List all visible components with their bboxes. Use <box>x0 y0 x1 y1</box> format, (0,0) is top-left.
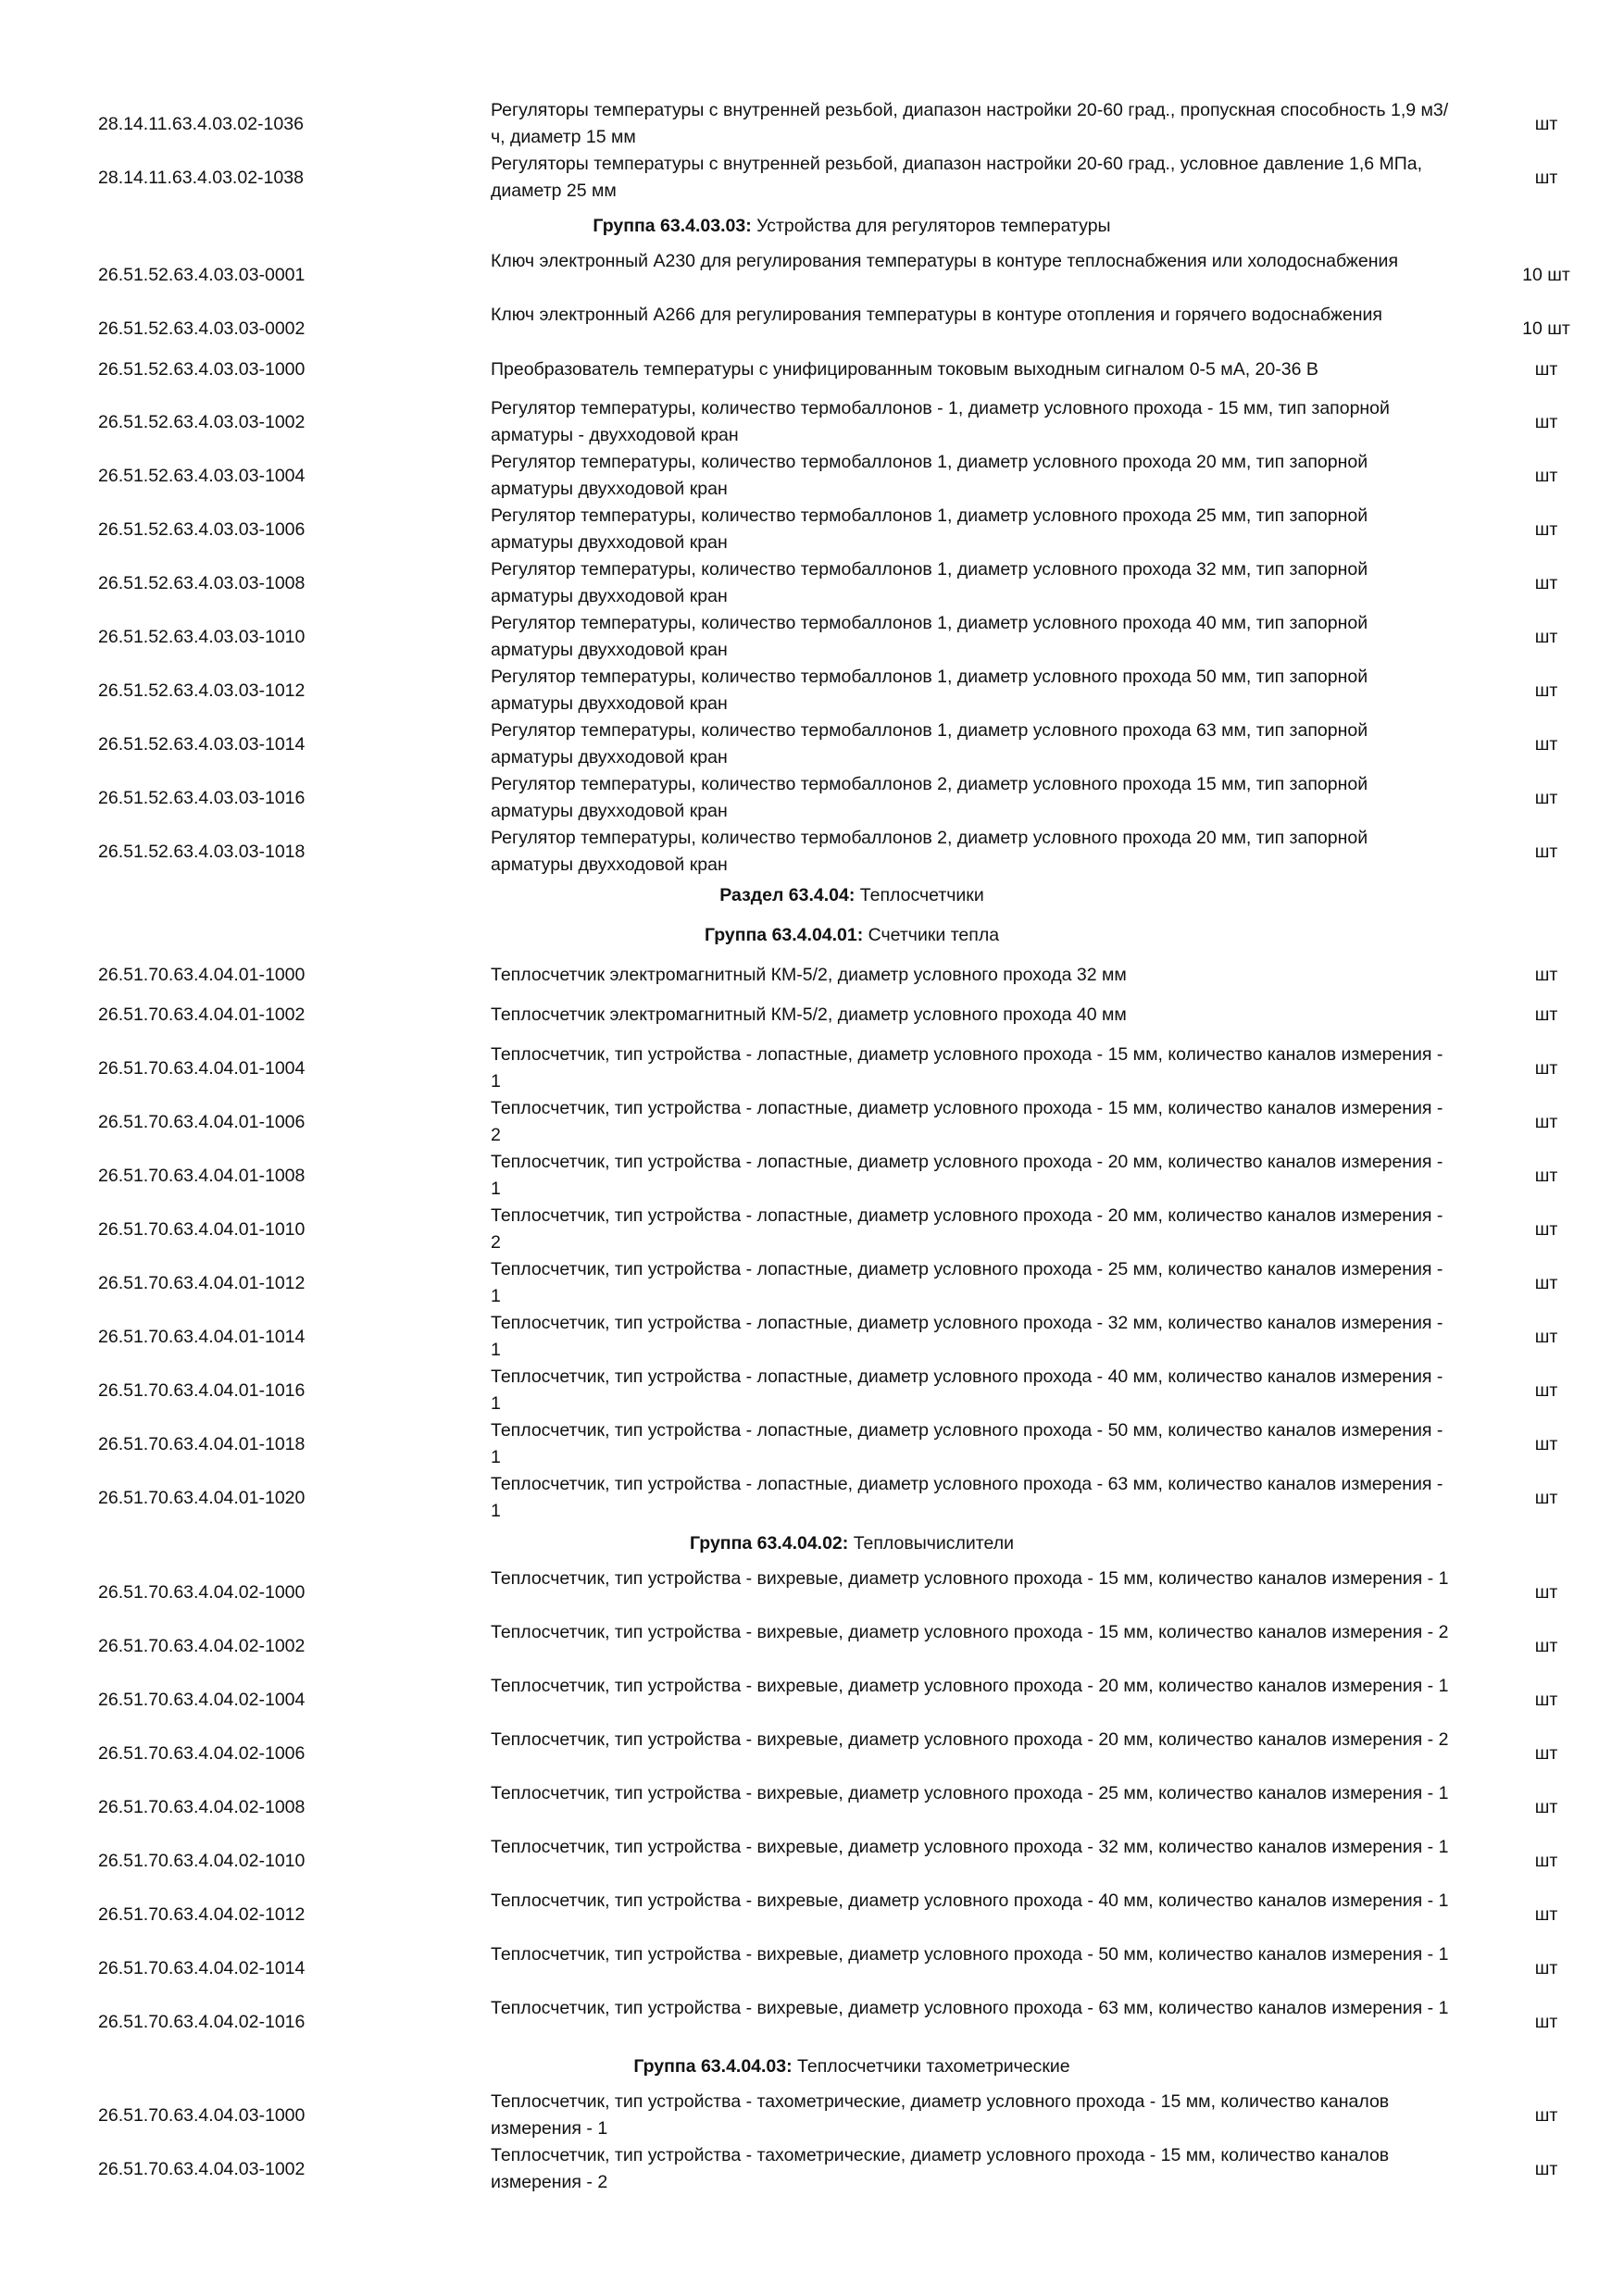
item-unit: шт <box>1534 1850 1558 1871</box>
item-unit: шт <box>1534 1581 1558 1603</box>
table-row <box>0 449 1624 503</box>
item-unit: 10 шт <box>1522 264 1570 285</box>
item-description: Теплосчетчик, тип устройства - тахометрические, диаметр условного прохода - 15 мм, количество каналов измерения - 2 <box>491 2145 1390 2192</box>
item-code: 26.51.52.63.4.03.03-1016 <box>98 787 306 808</box>
table-row <box>0 962 1624 989</box>
item-code: 26.51.52.63.4.03.03-1000 <box>98 359 306 380</box>
item-code: 26.51.70.63.4.04.01-1004 <box>98 1057 306 1079</box>
section-header-prefix: Группа 63.4.03.03: <box>593 216 752 236</box>
table-row <box>0 2142 1624 2196</box>
table-row <box>0 1002 1624 1029</box>
item-unit: шт <box>1534 113 1558 134</box>
section-header-text <box>491 922 1213 949</box>
item-unit: шт <box>1534 1635 1558 1656</box>
table-row <box>0 356 1624 383</box>
item-unit: 10 шт <box>1522 318 1570 339</box>
item-description: Регуляторы температуры с внутренней резьбой, диапазон настройки 20-60 град., условное давление 1,6 МПа, диаметр 25 мм <box>491 154 1423 201</box>
item-unit: шт <box>1534 2104 1558 2126</box>
item-code: 26.51.52.63.4.03.03-1008 <box>98 572 306 593</box>
item-description: Регулятор температуры, количество термобаллонов 1, диаметр условного прохода 50 мм, тип запорной арматуры двухходовой кран <box>491 667 1368 714</box>
item-unit: шт <box>1534 1433 1558 1454</box>
item-description: Теплосчетчик, тип устройства - вихревые, диаметр условного прохода - 40 мм, количество каналов измерения - 1 <box>491 1890 1449 1911</box>
item-description: Теплосчетчик, тип устройства - лопастные, диаметр условного прохода - 20 мм, количество каналов измерения - 1 <box>491 1152 1443 1199</box>
item-unit: шт <box>1534 1487 1558 1508</box>
item-description: Теплосчетчик электромагнитный КМ-5/2, диаметр условного прохода 32 мм <box>491 965 1127 985</box>
item-description: Теплосчетчик, тип устройства - лопастные, диаметр условного прохода - 15 мм, количество каналов измерения - 1 <box>491 1044 1443 1092</box>
item-unit: шт <box>1534 1903 1558 1925</box>
table-row <box>0 1149 1624 1203</box>
section-header-prefix: Группа 63.4.04.02: <box>689 1533 849 1554</box>
item-unit: шт <box>1534 1957 1558 1978</box>
item-unit: шт <box>1534 1742 1558 1764</box>
section-header-text <box>491 213 1213 240</box>
section-header-prefix: Раздел 63.4.04: <box>719 885 856 905</box>
item-code: 26.51.70.63.4.04.02-1010 <box>98 1850 306 1871</box>
item-unit: шт <box>1534 680 1558 701</box>
table-row <box>0 1673 1624 1727</box>
item-description: Теплосчетчик, тип устройства - лопастные, диаметр условного прохода - 15 мм, количество каналов измерения - 2 <box>491 1098 1443 1145</box>
item-description: Теплосчетчик, тип устройства - вихревые, диаметр условного прохода - 15 мм, количество каналов измерения - 1 <box>491 1568 1449 1589</box>
item-code: 26.51.70.63.4.04.03-1000 <box>98 2104 306 2126</box>
item-code: 26.51.70.63.4.04.03-1002 <box>98 2158 306 2179</box>
item-description: Теплосчетчик, тип устройства - вихревые, диаметр условного прохода - 50 мм, количество каналов измерения - 1 <box>491 1944 1449 1965</box>
table-row <box>0 248 1624 302</box>
item-unit: шт <box>1534 572 1558 593</box>
section-header-text <box>491 2053 1213 2080</box>
table-row <box>0 1727 1624 1780</box>
item-code: 26.51.52.63.4.03.03-1014 <box>98 733 306 755</box>
item-code: 26.51.70.63.4.04.02-1004 <box>98 1689 306 1710</box>
item-code: 26.51.70.63.4.04.02-1000 <box>98 1581 306 1603</box>
table-row <box>0 718 1624 771</box>
item-code: 26.51.70.63.4.04.02-1002 <box>98 1635 306 1656</box>
item-description: Теплосчетчик, тип устройства - лопастные, диаметр условного прохода - 25 мм, количество каналов измерения - 1 <box>491 1259 1443 1306</box>
item-unit: шт <box>1534 1218 1558 1240</box>
item-description: Теплосчетчик, тип устройства - вихревые, диаметр условного прохода - 20 мм, количество каналов измерения - 2 <box>491 1729 1449 1750</box>
item-unit: шт <box>1534 1689 1558 1710</box>
item-description: Теплосчетчик, тип устройства - вихревые, диаметр условного прохода - 15 мм, количество каналов измерения - 2 <box>491 1622 1449 1642</box>
item-description: Регуляторы температуры с внутренней резьбой, диапазон настройки 20-60 град., пропускная способность 1,9 м3/ч, диаметр 15 мм <box>491 100 1449 147</box>
item-code: 26.51.52.63.4.03.03-1018 <box>98 841 306 862</box>
item-code: 28.14.11.63.4.03.02-1036 <box>98 113 304 134</box>
table-row <box>0 302 1624 356</box>
item-unit: шт <box>1534 465 1558 486</box>
item-code: 26.51.70.63.4.04.01-1010 <box>98 1218 306 1240</box>
item-description: Теплосчетчик, тип устройства - лопастные, диаметр условного прохода - 32 мм, количество каналов измерения - 1 <box>491 1313 1443 1360</box>
item-unit: шт <box>1534 2158 1558 2179</box>
section-header <box>0 882 1624 909</box>
item-code: 26.51.70.63.4.04.02-1006 <box>98 1742 306 1764</box>
item-description: Регулятор температуры, количество термобаллонов 2, диаметр условного прохода 20 мм, тип запорной арматуры двухходовой кран <box>491 828 1368 875</box>
section-header <box>0 922 1624 949</box>
item-description: Регулятор температуры, количество термобаллонов 1, диаметр условного прохода 25 мм, тип запорной арматуры двухходовой кран <box>491 505 1368 553</box>
item-description: Теплосчетчик, тип устройства - вихревые, диаметр условного прохода - 20 мм, количество каналов измерения - 1 <box>491 1676 1449 1696</box>
item-code: 26.51.70.63.4.04.02-1012 <box>98 1903 306 1925</box>
item-description: Преобразователь температуры с унифицированным токовым выходным сигналом 0-5 мА, 20-36 В <box>491 359 1318 380</box>
table-row <box>0 1256 1624 1310</box>
item-unit: шт <box>1534 626 1558 647</box>
table-row <box>0 1203 1624 1256</box>
table-row <box>0 97 1624 151</box>
item-unit: шт <box>1534 518 1558 540</box>
table-row <box>0 664 1624 718</box>
item-description: Регулятор температуры, количество термобаллонов 1, диаметр условного прохода 32 мм, тип запорной арматуры двухходовой кран <box>491 559 1368 606</box>
table-row <box>0 1310 1624 1364</box>
item-unit: шт <box>1534 1165 1558 1186</box>
table-row <box>0 1417 1624 1471</box>
section-header-text <box>491 1530 1213 1557</box>
section-header-prefix: Группа 63.4.04.01: <box>704 925 864 945</box>
item-code: 26.51.70.63.4.04.01-1020 <box>98 1487 306 1508</box>
table-row <box>0 610 1624 664</box>
item-unit: шт <box>1534 733 1558 755</box>
item-description: Регулятор температуры, количество термобаллонов 1, диаметр условного прохода 63 мм, тип запорной арматуры двухходовой кран <box>491 720 1368 767</box>
item-unit: шт <box>1534 2011 1558 2032</box>
item-description: Теплосчетчик, тип устройства - вихревые, диаметр условного прохода - 32 мм, количество каналов измерения - 1 <box>491 1837 1449 1857</box>
section-header-text <box>491 882 1213 909</box>
item-description: Теплосчетчик, тип устройства - вихревые, диаметр условного прохода - 25 мм, количество каналов измерения - 1 <box>491 1783 1449 1803</box>
section-header-title: Теплосчетчики <box>855 885 984 905</box>
item-unit: шт <box>1534 359 1558 380</box>
table-row <box>0 1888 1624 1941</box>
section-header-title: Счетчики тепла <box>863 925 1000 945</box>
item-description: Теплосчетчик, тип устройства - лопастные, диаметр условного прохода - 40 мм, количество каналов измерения - 1 <box>491 1366 1443 1414</box>
item-description: Ключ электронный A266 для регулирования температуры в контуре отопления и горячего водоснабжения <box>491 305 1382 325</box>
table-row <box>0 1941 1624 1995</box>
item-description: Регулятор температуры, количество термобаллонов 1, диаметр условного прохода 40 мм, тип запорной арматуры двухходовой кран <box>491 613 1368 660</box>
item-code: 26.51.70.63.4.04.01-1012 <box>98 1272 306 1293</box>
item-code: 26.51.70.63.4.04.01-1006 <box>98 1111 306 1132</box>
item-description: Теплосчетчик, тип устройства - лопастные, диаметр условного прохода - 63 мм, количество каналов измерения - 1 <box>491 1474 1443 1521</box>
table-row <box>0 825 1624 879</box>
item-description: Теплосчетчик, тип устройства - лопастные, диаметр условного прохода - 50 мм, количество каналов измерения - 1 <box>491 1420 1443 1467</box>
item-code: 28.14.11.63.4.03.02-1038 <box>98 167 304 188</box>
item-code: 26.51.70.63.4.04.01-1002 <box>98 1004 306 1025</box>
item-unit: шт <box>1534 1796 1558 1817</box>
item-unit: шт <box>1534 1004 1558 1025</box>
item-unit: шт <box>1534 1111 1558 1132</box>
item-unit: шт <box>1534 1272 1558 1293</box>
table-row <box>0 1995 1624 2049</box>
item-description: Теплосчетчик, тип устройства - тахометрические, диаметр условного прохода - 15 мм, количество каналов измерения - 1 <box>491 2091 1390 2139</box>
item-code: 26.51.52.63.4.03.03-1006 <box>98 518 306 540</box>
table-row <box>0 1780 1624 1834</box>
table-row <box>0 1471 1624 1525</box>
table-row <box>0 395 1624 449</box>
item-unit: шт <box>1534 787 1558 808</box>
item-code: 26.51.70.63.4.04.02-1016 <box>98 2011 306 2032</box>
table-row <box>0 2089 1624 2142</box>
section-header <box>0 1530 1624 1557</box>
item-unit: шт <box>1534 965 1558 985</box>
table-row <box>0 1364 1624 1417</box>
table-row <box>0 151 1624 205</box>
table-row <box>0 771 1624 825</box>
section-header <box>0 2053 1624 2080</box>
item-code: 26.51.52.63.4.03.03-0002 <box>98 318 306 339</box>
item-unit: шт <box>1534 1057 1558 1079</box>
item-code: 26.51.52.63.4.03.03-1012 <box>98 680 306 701</box>
item-unit: шт <box>1534 167 1558 188</box>
item-code: 26.51.70.63.4.04.02-1008 <box>98 1796 306 1817</box>
item-code: 26.51.52.63.4.03.03-1002 <box>98 411 306 432</box>
table-row <box>0 1566 1624 1619</box>
item-code: 26.51.70.63.4.04.01-1014 <box>98 1326 306 1347</box>
section-header-title: Устройства для регуляторов температуры <box>751 216 1111 236</box>
table-row <box>0 1834 1624 1888</box>
section-header <box>0 213 1624 240</box>
item-description: Ключ электронный A230 для регулирования температуры в контуре теплоснабжения или холодоснабжения <box>491 251 1398 271</box>
item-code: 26.51.70.63.4.04.02-1014 <box>98 1957 306 1978</box>
item-description: Регулятор температуры, количество термобаллонов 2, диаметр условного прохода 15 мм, тип запорной арматуры двухходовой кран <box>491 774 1368 821</box>
item-unit: шт <box>1534 411 1558 432</box>
item-unit: шт <box>1534 841 1558 862</box>
section-header-title: Теплосчетчики тахометрические <box>792 2056 1070 2077</box>
item-description: Теплосчетчик, тип устройства - вихревые, диаметр условного прохода - 63 мм, количество каналов измерения - 1 <box>491 1998 1449 2018</box>
table-row <box>0 1095 1624 1149</box>
section-header-title: Тепловычислители <box>848 1533 1014 1554</box>
item-description: Регулятор температуры, количество термобаллонов - 1, диаметр условного прохода - 15 мм, тип запорной арматуры - двухходовой кран <box>491 398 1390 445</box>
item-code: 26.51.70.63.4.04.01-1000 <box>98 965 306 985</box>
table-row <box>0 1619 1624 1673</box>
item-unit: шт <box>1534 1379 1558 1401</box>
item-description: Теплосчетчик, тип устройства - лопастные, диаметр условного прохода - 20 мм, количество каналов измерения - 2 <box>491 1205 1443 1253</box>
item-unit: шт <box>1534 1326 1558 1347</box>
table-row <box>0 556 1624 610</box>
table-row <box>0 1042 1624 1095</box>
item-code: 26.51.52.63.4.03.03-0001 <box>98 264 306 285</box>
item-code: 26.51.70.63.4.04.01-1016 <box>98 1379 306 1401</box>
item-code: 26.51.52.63.4.03.03-1004 <box>98 465 306 486</box>
item-code: 26.51.52.63.4.03.03-1010 <box>98 626 306 647</box>
section-header-prefix: Группа 63.4.04.03: <box>633 2056 793 2077</box>
item-code: 26.51.70.63.4.04.01-1008 <box>98 1165 306 1186</box>
item-code: 26.51.70.63.4.04.01-1018 <box>98 1433 306 1454</box>
table-row <box>0 503 1624 556</box>
item-description: Регулятор температуры, количество термобаллонов 1, диаметр условного прохода 20 мм, тип запорной арматуры двухходовой кран <box>491 452 1368 499</box>
item-description: Теплосчетчик электромагнитный КМ-5/2, диаметр условного прохода 40 мм <box>491 1004 1127 1025</box>
